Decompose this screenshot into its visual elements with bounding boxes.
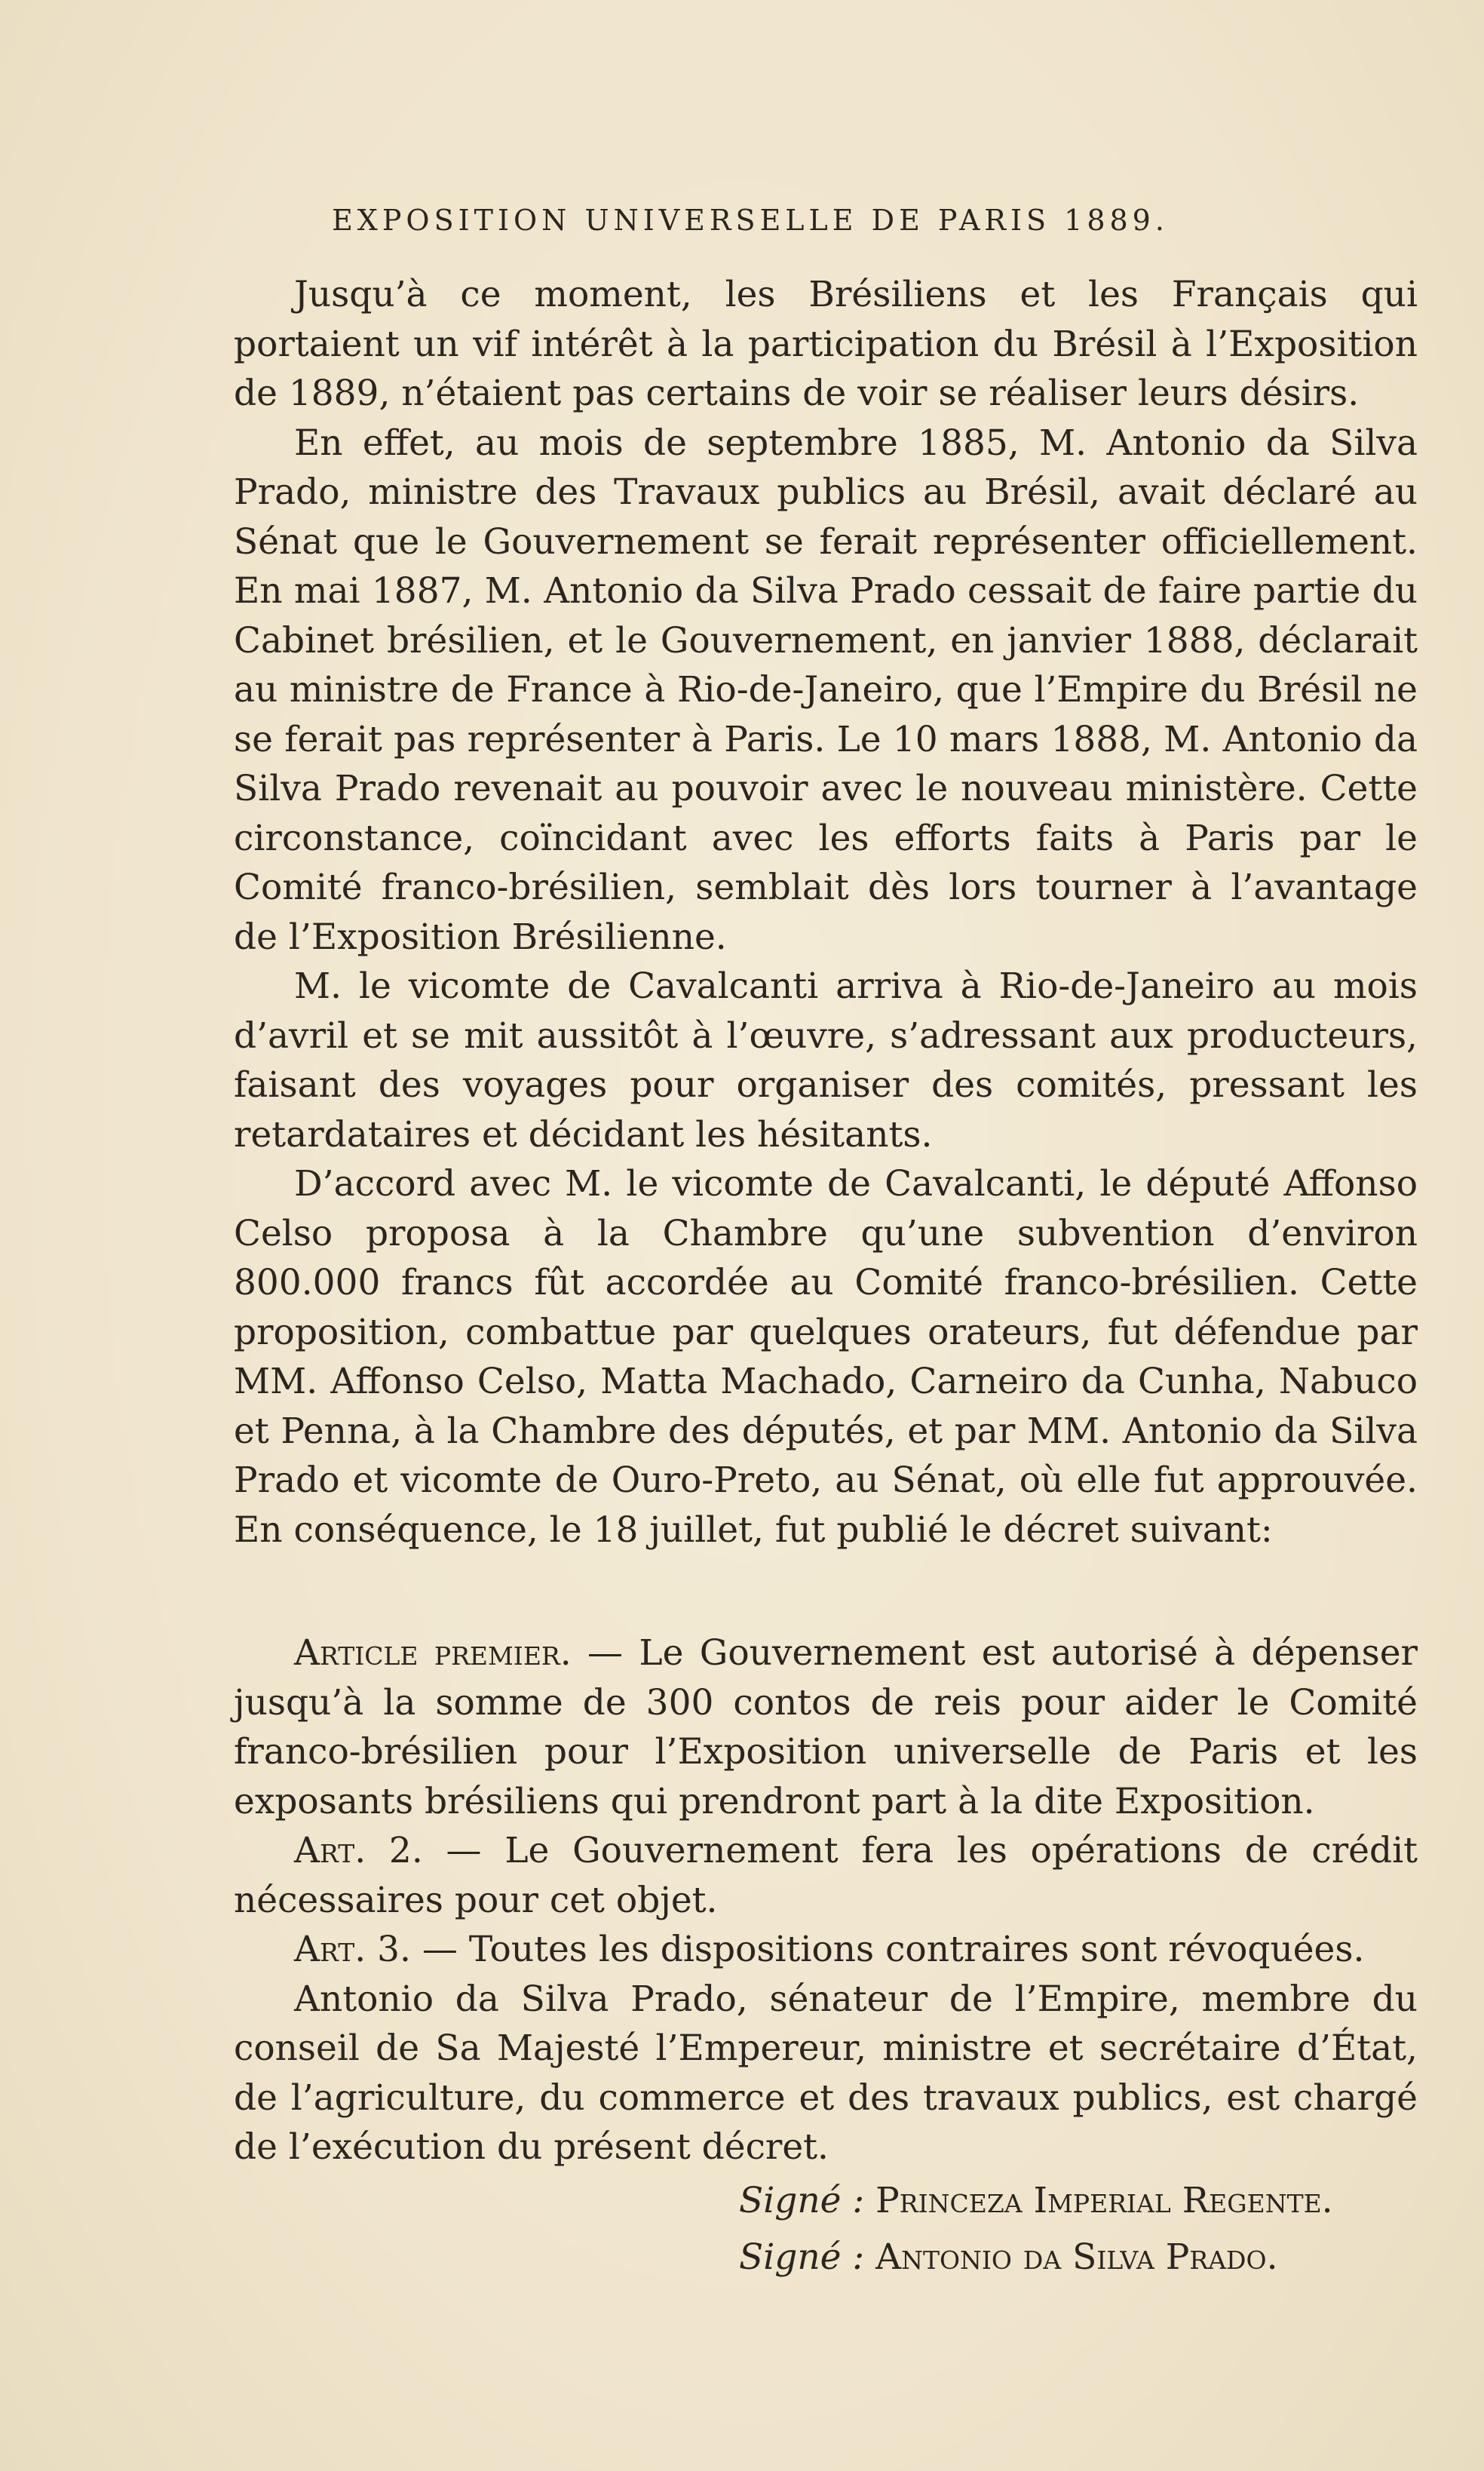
article-1-label: Article premier.	[294, 1632, 572, 1674]
article-1-text: — Le Gouvernement est autorisé à dépenser jusqu’à la somme de 300 contos de reis pour aider le Comité franco-brésilien pour l’Exposition universelle de Paris et les exposants brésiliens qui prendront part à la dite Exposition.	[234, 1632, 1418, 1822]
paragraph-3: M. le vicomte de Cavalcanti arriva à Rio-de-Janeiro au mois d’avril et se mit aussitôt à l’œuvre, s’adressant aux producteurs, faisant des voyages pour organiser des comités, pressant les retardataires et décidant les hésitants.	[234, 965, 1418, 1156]
body-text	[234, 270, 1418, 2172]
decree-article-3	[234, 1925, 1418, 1975]
running-head: EXPOSITION UNIVERSELLE DE PARIS 1889.	[332, 204, 1169, 237]
signatory-name: Princeza Imperial Regente.	[875, 2180, 1333, 2221]
signature-line-2	[739, 2229, 1333, 2285]
signature-line-1	[739, 2172, 1333, 2229]
decree-article-1	[234, 1628, 1418, 1826]
article-3-label: Art. 3.	[294, 1929, 411, 1970]
decree-article-2	[234, 1826, 1418, 1925]
signatory-name: Antonio da Silva Prado.	[875, 2236, 1278, 2278]
article-2-text: — Le Gouvernement fera les opérations de crédit nécessaires pour cet objet.	[234, 1830, 1418, 1921]
signe-label: Signé :	[739, 2180, 865, 2221]
signatures	[739, 2172, 1333, 2285]
paragraph-2: En effet, au mois de septembre 1885, M. Antonio da Silva Prado, ministre des Travaux publics au Brésil, avait déclaré au Sénat que le Gouvernement se ferait représenter officiellement. En mai 1887, M. Antonio da Silva Prado cessait de faire partie du Cabinet brésilien, et le Gouvernement, en janvier 1888, déclarait au ministre de France à Rio-de-Janeiro, que l’Empire du Brésil ne se ferait pas représenter à Paris. Le 10 mars 1888, M. Antonio da Silva Prado revenait au pouvoir avec le nouveau ministère. Cette circonstance, coïncidant avec les efforts faits à Paris par le Comité franco-brésilien, semblait dès lors tourner à l’avantage de l’Exposition Brésilienne.	[234, 422, 1418, 958]
paragraph-1: Jusqu’à ce moment, les Brésiliens et les Français qui portaient un vif intérêt à la participation du Brésil à l’Exposition de 1889, n’étaient pas certains de voir se réaliser leurs désirs.	[234, 274, 1418, 414]
paragraph-4: D’accord avec M. le vicomte de Cavalcanti, le député Affonso Celso proposa à la Chambre qu’une subvention d’environ 800.000 francs fût accordée au Comité franco-brésilien. Cette proposition, combattue par quelques orateurs, fut défendue par MM. Affonso Celso, Matta Machado, Carneiro da Cunha, Nabuco et Penna, à la Chambre des députés, et par MM. Antonio da Silva Prado et vicomte de Ouro-Preto, au Sénat, où elle fut approuvée. En conséquence, le 18 juillet, fut publié le décret suivant:	[234, 1163, 1418, 1551]
article-2-label: Art. 2.	[294, 1830, 423, 1871]
article-3-text: — Toutes les dispositions contraires sont révoquées.	[410, 1929, 1365, 1970]
signe-label: Signé :	[739, 2236, 865, 2278]
decree-closing: Antonio da Silva Prado, sénateur de l’Empire, membre du conseil de Sa Majesté l’Empereur, ministre et secrétaire d’État, de l’agriculture, du commerce et des travaux publics, est chargé de l’exécution du présent décret.	[234, 1978, 1418, 2168]
